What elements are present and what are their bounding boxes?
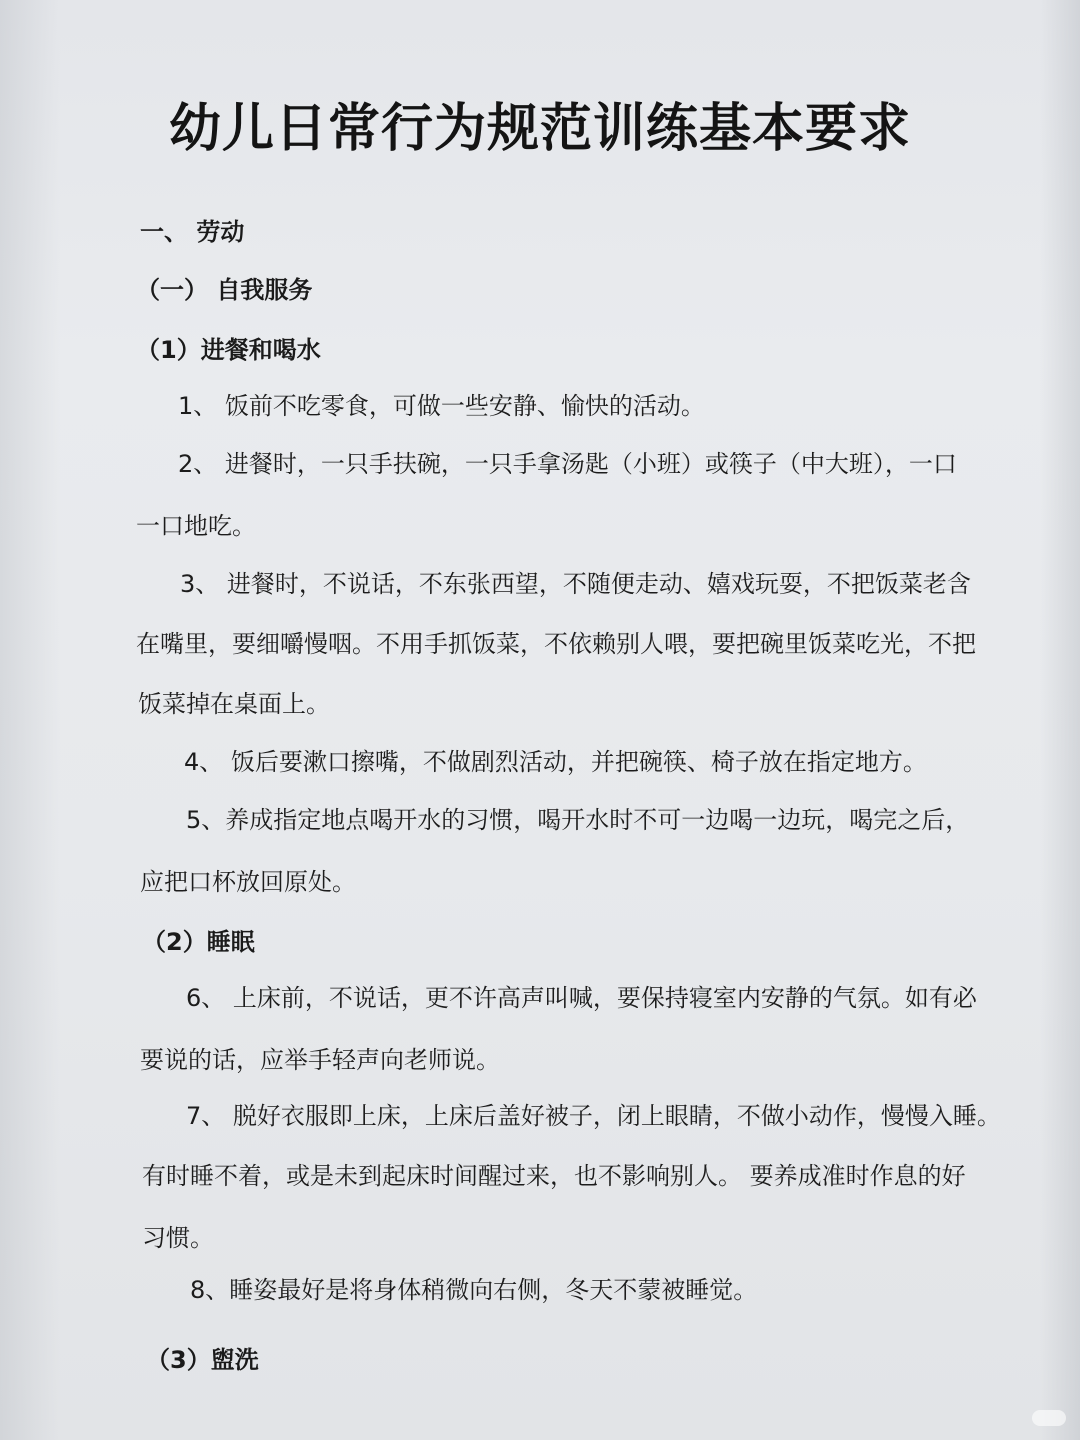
watermark-badge: [1032, 1410, 1066, 1426]
rule-item-2-line-2: 一口地吃。: [136, 512, 256, 540]
part-heading-washing: （3）盥洗: [146, 1346, 259, 1374]
rule-item-8: 8、睡姿最好是将身体稍微向右侧，冬天不蒙被睡觉。: [190, 1276, 758, 1304]
page-shadow-right: [1040, 0, 1080, 1440]
part-heading-sleep: （2）睡眠: [142, 928, 255, 956]
rule-item-3-line-1: 3、 进餐时，不说话，不东张西望，不随便走动、嬉戏玩耍，不把饭菜老含: [180, 570, 971, 598]
page-shadow-left: [0, 0, 60, 1440]
rule-item-3-line-3: 饭菜掉在桌面上。: [138, 690, 330, 718]
rule-item-7-line-2: 有时睡不着，或是未到起床时间醒过来，也不影响别人。 要养成准时作息的好: [142, 1162, 966, 1190]
rule-item-4: 4、 饭后要漱口擦嘴，不做剧烈活动，并把碗筷、椅子放在指定地方。: [184, 748, 927, 776]
rule-item-6-line-2: 要说的话，应举手轻声向老师说。: [140, 1046, 500, 1074]
rule-item-7-line-3: 习惯。: [142, 1224, 214, 1252]
rule-item-6-line-1: 6、 上床前，不说话，更不许高声叫喊，要保持寝室内安静的气氛。如有必: [186, 984, 977, 1012]
subsection-heading-self-service: （一） 自我服务: [136, 276, 313, 304]
section-heading-labor: 一、 劳动: [140, 218, 245, 246]
rule-item-3-line-2: 在嘴里，要细嚼慢咽。不用手抓饭菜，不依赖别人喂，要把碗里饭菜吃光，不把: [136, 630, 976, 658]
document-title: 幼儿日常行为规范训练基本要求: [168, 99, 911, 159]
rule-item-5-line-2: 应把口杯放回原处。: [140, 868, 356, 896]
rule-item-7-line-1: 7、 脱好衣服即上床，上床后盖好被子，闭上眼睛，不做小动作，慢慢入睡。: [186, 1102, 1001, 1130]
rule-item-1: 1、 饭前不吃零食，可做一些安静、愉快的活动。: [178, 392, 705, 420]
rule-item-2-line-1: 2、 进餐时，一只手扶碗，一只手拿汤匙（小班）或筷子（中大班），一口: [178, 450, 957, 478]
rule-item-5-line-1: 5、养成指定地点喝开水的习惯，喝开水时不可一边喝一边玩，喝完之后，: [186, 806, 970, 834]
part-heading-eating-drinking: （1）进餐和喝水: [136, 336, 321, 364]
